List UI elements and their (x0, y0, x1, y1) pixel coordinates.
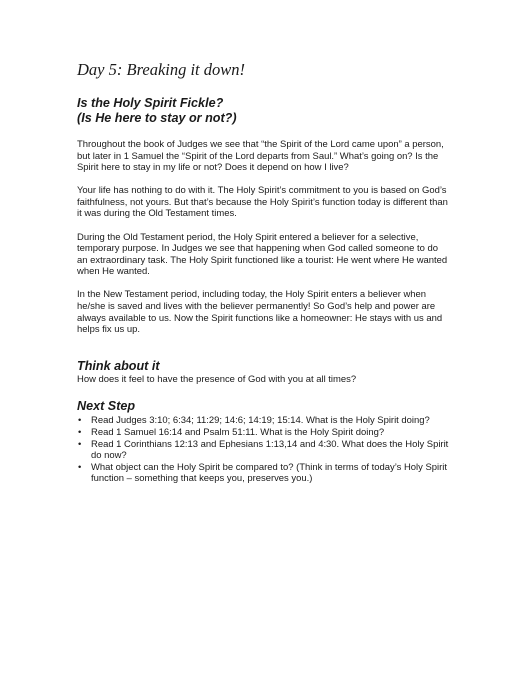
section-heading-line-2: (Is He here to stay or not?) (77, 111, 237, 125)
bullet-icon: • (78, 461, 82, 473)
next-step-section (77, 399, 449, 485)
paragraph-2: Your life has nothing to do with it. The Holy Spirit’s commitment to you is based on God’s faithfulness, not yours. But that’s because the Holy Spirit’s function today is different than it was during the Old Testament times. (77, 185, 448, 220)
paragraph-1: Throughout the book of Judges we see that “the Spirit of the Lord came upon” a person, but later in 1 Samuel the “Spirit of the Lord departs from Saul.” What’s going on? Is the Spirit here to stay in my life or not? Does it depend on how I live? (77, 139, 444, 174)
bullet-icon: • (78, 427, 82, 438)
bullet-icon: • (78, 438, 82, 450)
list-item: • What object can the Holy Spirit be compared to? (Think in terms of today’s Holy Spirit function – something that keeps you, preserves you.) (78, 461, 447, 485)
bullet-icon: • (78, 415, 82, 427)
list-item: • Read 1 Samuel 16:14 and Psalm 51:11. What is the Holy Spirit doing? (78, 427, 385, 438)
think-about-it-text: How does it feel to have the presence of God with you at all times? (77, 373, 357, 385)
section-heading (77, 96, 449, 126)
paragraph-3: During the Old Testament period, the Holy Spirit entered a believer for a selective, temporary purpose. In Judges we see that happening when God called someone to do an extraordinary task. The Holy Spirit functioned like a tourist: He went where He wanted when He wanted. (77, 231, 448, 278)
think-about-it-heading: Think about it (77, 358, 160, 373)
next-step-heading: Next Step (77, 399, 136, 414)
document-page (77, 60, 449, 485)
paragraph-4: In the New Testament period, including today, the Holy Spirit enters a believer when he/she is saved and lives with the believer permanently! So God’s help and power are always available to us. Now the Spirit functions like a homeowner: He stays with us and helps fix us up. (77, 289, 443, 336)
section-heading-line-1: Is the Holy Spirit Fickle? (77, 96, 224, 110)
next-step-list (77, 415, 449, 485)
think-about-it-section (77, 359, 449, 386)
day-title: Day 5: Breaking it down! (77, 60, 246, 79)
list-item: • Read 1 Corinthians 12:13 and Ephesians 1:13,14 and 4:30. What does the Holy Spirit do now? (78, 438, 449, 462)
list-item: • Read Judges 3:10; 6:34; 11:29; 14:6; 14:19; 15:14. What is the Holy Spirit doing? (78, 415, 430, 427)
